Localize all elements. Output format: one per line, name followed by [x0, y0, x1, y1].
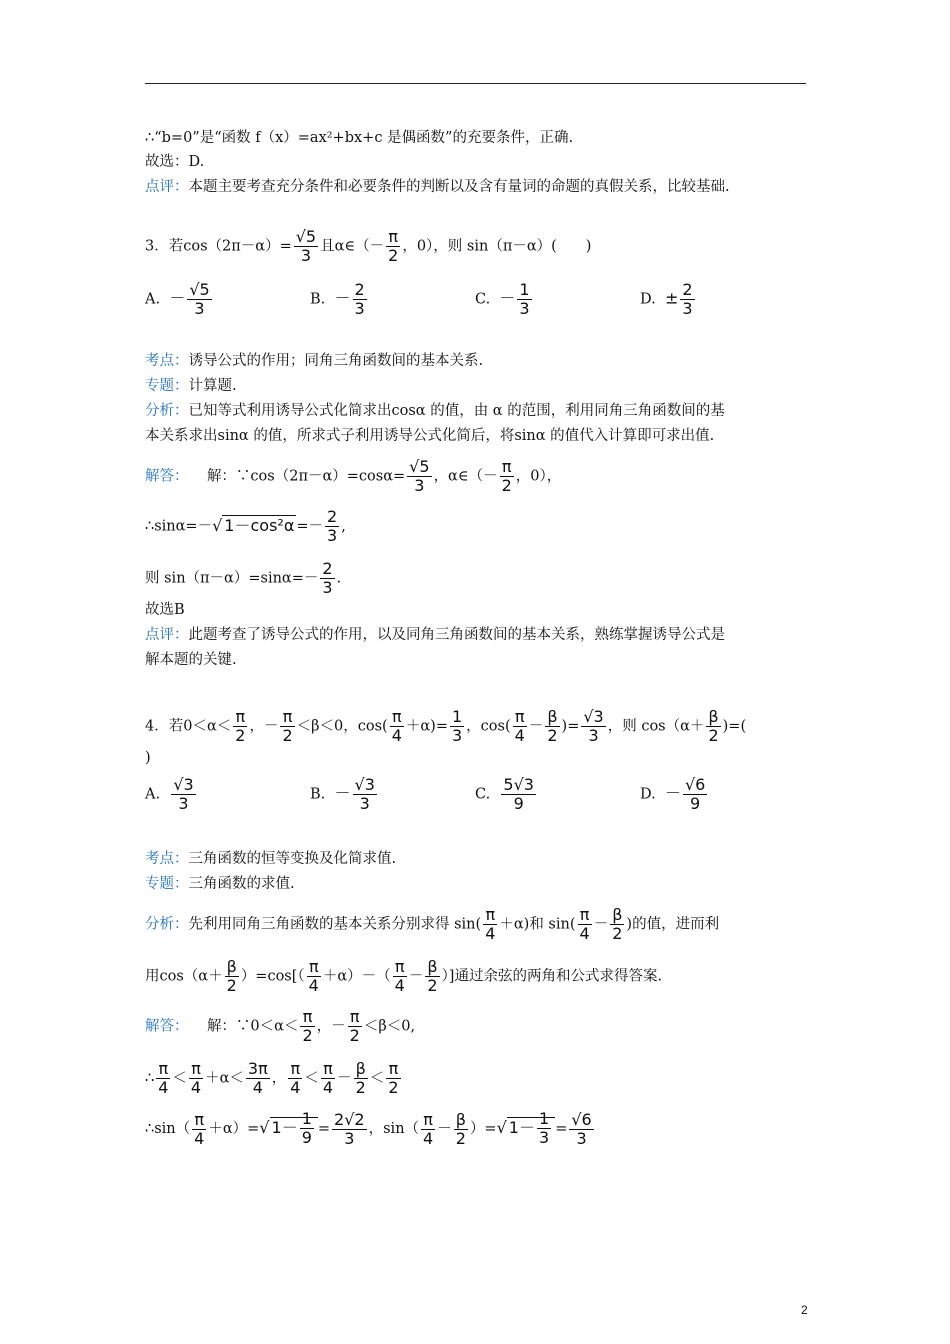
- fraction: $\frac{\pi}{2}$: [388, 227, 399, 265]
- q4-jieda-2: ∴ $\frac{\pi}{4}$ ＜ $\frac{\pi}{4}$ ＋α＜ $\frac{3\pi}{4}$ ， $\frac{\pi}{4}$ ＜ $\frac{\pi}{4}$ － $\frac{\beta}{2}$ ＜ $\frac{\pi}{2}$: [145, 1059, 399, 1097]
- intro-choice: 故选：D.: [145, 154, 205, 170]
- fraction: $\frac{√5}{3}$: [295, 227, 317, 265]
- q3-jieda-3: 则 sin（π－α）=sinα=－ $\frac{2}{3}$ .: [145, 559, 342, 597]
- q3-dianping-2: 解本题的关键.: [145, 652, 237, 668]
- q3-option-a: A. － $\frac{√5}{3}$: [145, 280, 210, 318]
- q3-jieda-1: 解答： 解：∵cos（2π－α）=cosα= $\frac{√5}{3}$ ，α∈（－ $\frac{\pi}{2}$ ，0），: [145, 457, 562, 495]
- q4-option-d: D. － $\frac{√6}{9}$: [640, 775, 706, 813]
- comment-text: 本题主要考查充分条件和必要条件的判断以及含有量词的命题的真假关系，比较基础.: [188, 179, 730, 195]
- header-rule: [145, 83, 806, 84]
- q3-option-d: D. ± $\frac{2}{3}$: [640, 280, 693, 318]
- q4-kaodian: 考点：三角函数的恒等变换及化简求值.: [145, 851, 397, 867]
- q4-stem: 4．若0＜α＜ $\frac{\pi}{2}$ ，－ $\frac{\pi}{2}$ ＜β＜0，cos( $\frac{\pi}{4}$ ＋α)= $\frac{1}{3}$ ，cos( $\frac{\pi}{4}$ － $\frac{\beta}{2}$ )= $\frac{√3}{3}$ ，则 cos（α＋ $\frac{\beta}{2}$ )=(: [145, 707, 747, 745]
- q3-guxuan: 故选B: [145, 602, 185, 618]
- q3-zhuanti: 专题：计算题.: [145, 378, 237, 394]
- page-number: 2: [801, 1303, 808, 1317]
- q3-option-c: C. － $\frac{1}{3}$: [475, 280, 530, 318]
- q3-fenxi: 分析：已知等式利用诱导公式化简求出cosα 的值，由 α 的范围，利用同角三角函数间的基: [145, 403, 725, 419]
- q4-option-a: A. $\frac{√3}{3}$: [145, 775, 194, 813]
- intro-text: ∴“b=0”是“函数 f（x）=ax²+bx+c 是偶函数”的充要条件，正确.: [145, 130, 574, 146]
- intro-comment: [145, 177, 730, 197]
- q3-fenxi-2: 本关系求出sinα 的值，所求式子利用诱导公式化简后，将sinα 的值代入计算即可求出值.: [145, 428, 715, 444]
- q3-kaodian: 考点：诱导公式的作用；同角三角函数间的基本关系.: [145, 353, 484, 369]
- q3-stem-text: 3．若cos（2π－α）=: [145, 238, 292, 255]
- intro-line-2: [145, 152, 204, 172]
- q4-zhuanti: 专题：三角函数的求值.: [145, 876, 295, 892]
- q4-jieda-3: ∴sin（ $\frac{\pi}{4}$ ＋α）=√ 1－ $\frac{1}{9}$ = $\frac{2√2}{3}$ ，sin（ $\frac{\pi}{4}$ － $\frac{\beta}{2}$ ）=√ 1－ $\frac{1}{3}$ = $\frac{√6}{3}$: [145, 1109, 592, 1148]
- q3-dianping: 点评：此题考查了诱导公式的作用，以及同角三角函数间的基本关系，熟练掌握诱导公式是: [145, 627, 725, 643]
- q4-fenxi-2: 用cos（α＋ $\frac{\beta}{2}$ ）=cos[（ $\frac{\pi}{4}$ ＋α）－（ $\frac{\pi}{4}$ － $\frac{\beta}{2}$ ）]通过余弦的两角和公式求得答案.: [145, 957, 663, 995]
- intro-line-1: [145, 128, 573, 148]
- q4-option-b: B. － $\frac{√3}{3}$: [310, 775, 375, 813]
- q4-fenxi: 分析：先利用同角三角函数的基本关系分别求得 sin( $\frac{\pi}{4}$ ＋α)和 sin( $\frac{\pi}{4}$ － $\frac{\beta}{2}$ )的值，进而利: [145, 905, 720, 943]
- q4-option-c: C. $\frac{5√3}{9}$: [475, 775, 534, 813]
- q4-stem-close: ): [145, 750, 151, 766]
- q4-jieda-1: 解答： 解：∵0＜α＜ $\frac{\pi}{2}$ ，－ $\frac{\pi}{2}$ ＜β＜0,: [145, 1007, 416, 1045]
- q3-stem: 3．若cos（2π－α）= $\frac{√5}{3}$ 且α∈（－ $\frac{\pi}{2}$ ，0），则 sin（π－α）( ): [145, 227, 592, 265]
- q3-option-b: B. － $\frac{2}{3}$: [310, 280, 365, 318]
- comment-label: 点评：: [145, 179, 189, 195]
- q3-jieda-2: ∴sinα=－√ 1－cos²α =－ $\frac{2}{3}$ ,: [145, 507, 346, 545]
